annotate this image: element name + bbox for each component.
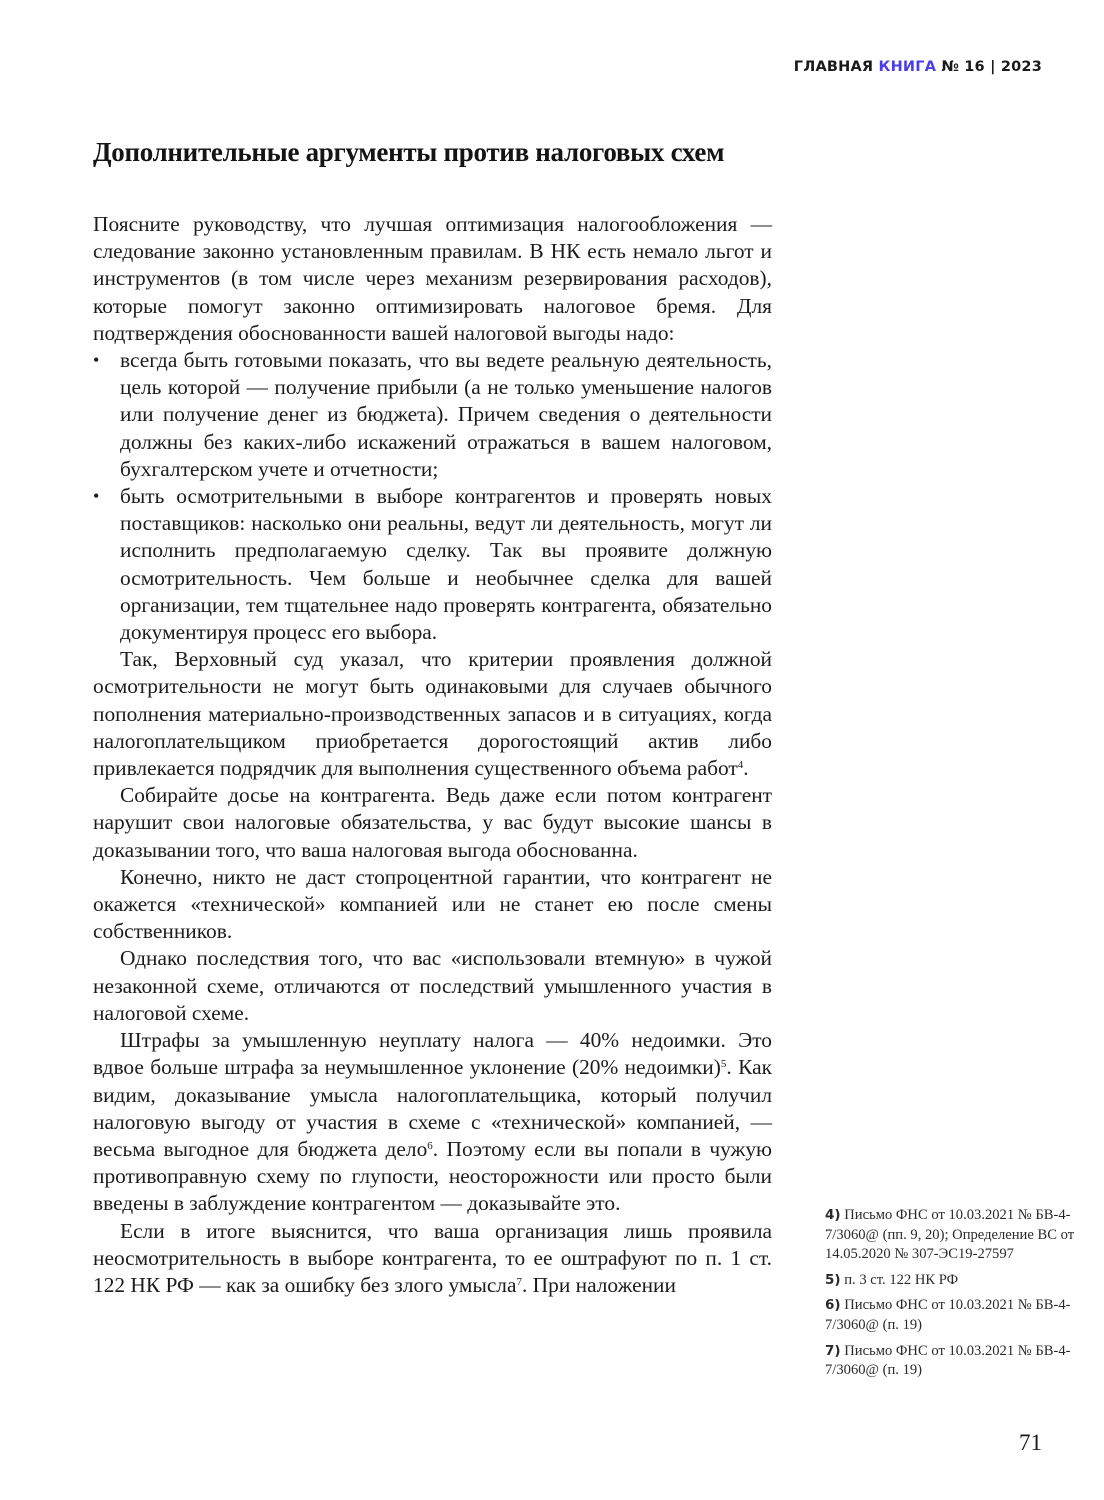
running-head (794, 59, 1042, 75)
paragraph-consequences: Однако последствия того, что вас «использовали втемную» в чужой незаконной схеме, отличаются от последствий умышленного участия в налоговой схеме. (93, 946, 772, 1025)
bullet-icon: • (93, 486, 100, 507)
paragraph-supreme-court: Так, Верховный суд указал, что критерии проявления должной осмотрительности не могут быть одинаковыми для случаев обычного пополнения материально-производственных запасов и в ситуациях, когда налогоплательщиком приобретается дорогостоящий актив либо привлекается подрядчик для выполнения существенного объема работ$^4$. (93, 647, 772, 781)
requirements-list (93, 347, 772, 646)
magazine-name-part1: ГЛАВНАЯ (793, 59, 874, 75)
footnote-ref-5[interactable]: 5 (720, 1058, 727, 1071)
footnote-ref-4[interactable]: 4 (737, 759, 744, 772)
footnote-7: 7) Письмо ФНС от 10.03.2021 № БВ-4-7/3060@ (п. 19) (825, 1342, 1071, 1379)
paragraph-dossier: Собирайте досье на контрагента. Ведь даже если потом контрагент нарушит свои налоговые обязательства, у вас будут высокие шансы в доказывании того, что ваша налоговая выгода обоснованна. (93, 783, 772, 862)
page-number: 71 (1019, 1430, 1042, 1455)
paragraph-fines: Штрафы за умышленную неуплату налога — 40% недоимки. Это вдвое больше штрафа за неумышленное уклонение (20% недоимки)$^5$. Как видим, доказывание умысла налогоплательщика, который получил налоговую выгоду от участия в схеме с «технической» компанией, — весьма выгодное для бюджета дело$^6$. Поэтому если вы попали в чужую противоправную схему по глупости, неосторожности или просто были введены в заблуждение контрагентом — доказывайте это. (93, 1028, 772, 1216)
footnote-5: 5) п. 3 ст. 122 НК РФ (825, 1271, 959, 1288)
footnote-ref-6[interactable]: 6 (427, 1139, 433, 1152)
issue-number: № 16 | 2023 (941, 59, 1042, 75)
bullet-icon: • (93, 350, 100, 371)
footnote-4: 4) Письмо ФНС от 10.03.2021 № БВ-4-7/3060@ (пп. 9, 20); Определение ВС от 14.05.2020 № 307-ЭС19-27597 (825, 1207, 1075, 1263)
intro-paragraph: Поясните руководству, что лучшая оптимизация налогообложения — следование законно установленным правилам. В НК есть немало льгот и инструментов (в том числе через механизм резервирования расходов), которые помогут законно оптимизировать налоговое бремя. Для подтверждения обоснованности вашей налоговой выгоды надо: (93, 212, 772, 345)
article-body (93, 211, 772, 1299)
footnote-ref-7[interactable]: 7 (516, 1275, 522, 1288)
list-item (93, 347, 772, 483)
list-item (93, 483, 772, 646)
footnote-6: 6) Письмо ФНС от 10.03.2021 № БВ-4-7/3060@ (п. 19) (825, 1297, 1071, 1333)
list-item-text: всегда быть готовыми показать, что вы ведете реальную деятельность, цель которой — получение прибыли (а не только уменьшение налогов или получение денег из бюджета). Причем сведения о деятельности должны без каких-либо искажений отражаться в вашем налоговом, бухгалтерском учете и отчетности; (120, 348, 772, 481)
section-title: Дополнительные аргументы против налоговых схем (93, 137, 725, 167)
magazine-name-part2: КНИГА (878, 59, 937, 75)
paragraph-negligence: Если в итоге выяснится, что ваша организация лишь проявила неосмотрительность в выборе контрагента, то ее оштрафуют по п. 1 ст. 122 НК РФ — как за ошибку без злого умысла$^7$. При наложении (93, 1218, 772, 1297)
footnotes-sidebar (825, 1206, 1075, 1387)
list-item-text: быть осмотрительными в выборе контрагентов и проверять новых поставщиков: насколько они реальны, ведут ли деятельность, могут ли исполнить предполагаемую сделку. Так вы проявите должную осмотрительность. Чем больше и необычнее сделка для вашей организации, тем тщательнее надо проверять контрагента, обязательно документируя процесс его выбора. (120, 484, 772, 645)
paragraph-no-guarantee: Конечно, никто не даст стопроцентной гарантии, что контрагент не окажется «технической» компанией или не станет ею после смены собственников. (93, 864, 772, 944)
